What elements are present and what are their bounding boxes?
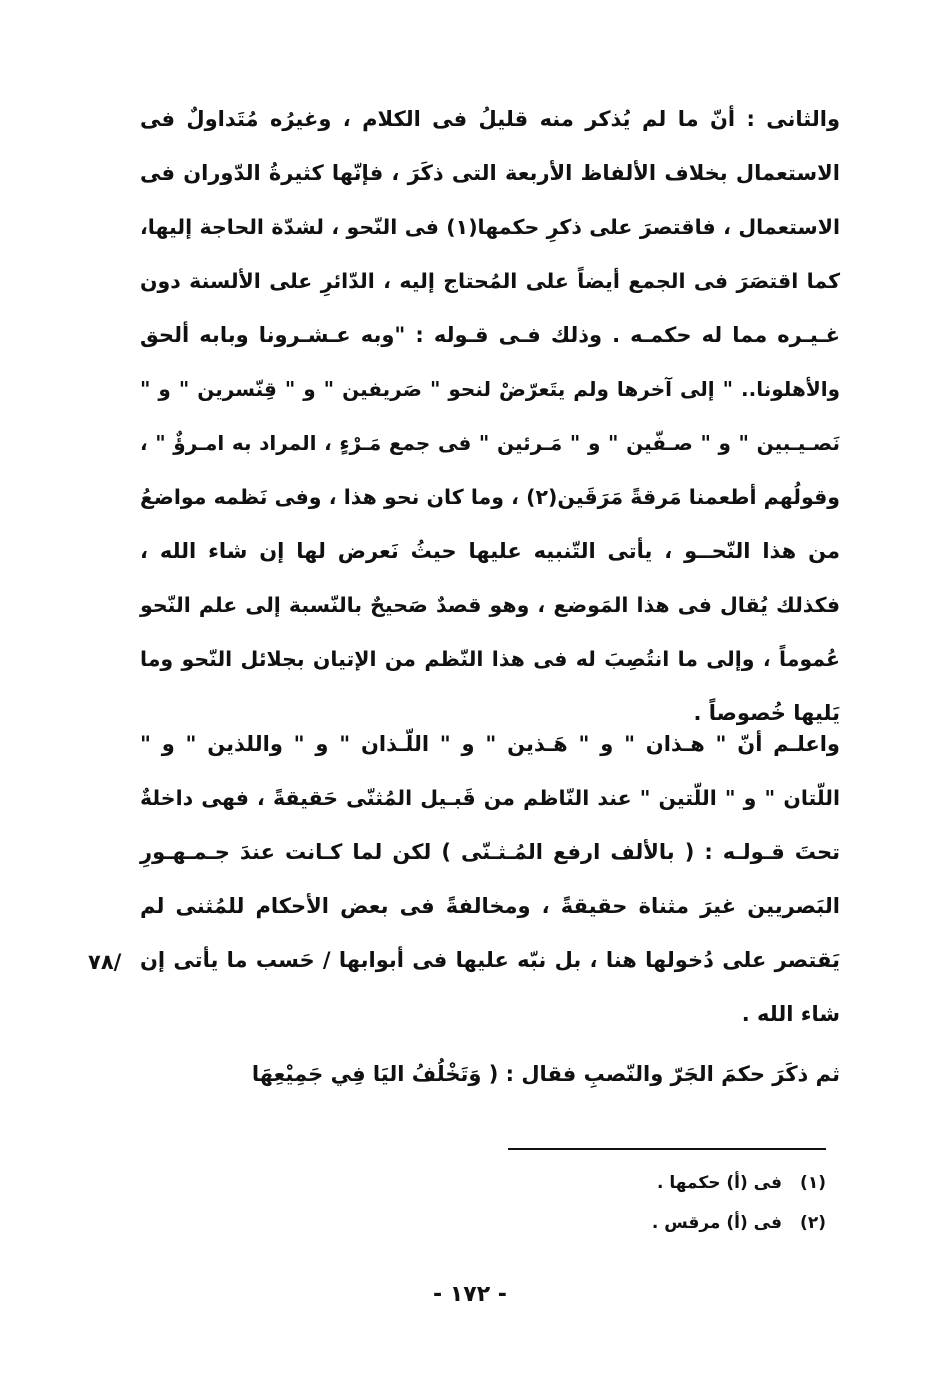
footnote <box>500 1163 826 1203</box>
text-line: واعلـم أنّ " هـذان " و " هَـذين " و " اللّـذان " و " واللذين " و " <box>140 732 840 756</box>
footnotes <box>500 1163 826 1243</box>
text-line: فكذلك يُقال فى هذا المَوضع ، وهو قصدٌ صَحيحٌ بالنّسبة إلى علم النّحو <box>140 593 840 617</box>
text-line: وقولُهم أطعمنا مَرقةً مَرَقَين(٢) ، وما كان نحو هذا ، وفى نَظمه مواضعُ <box>140 485 840 509</box>
footnote-text: فى (أ) حكمها . <box>656 1173 782 1193</box>
paragraph-2 <box>140 717 840 1041</box>
footnote-divider <box>508 1148 826 1150</box>
text-line: يَقتصر على دُخولها هنا ، بل نبّه عليها فى أبوابها / حَسب ما يأتى إن <box>140 948 840 972</box>
text-line: تحتَ قـولـه : ( بالألف ارفع المُـثـنّى ) لكن لما كـانت عندَ جـمـهـورِ <box>140 840 840 864</box>
text-line: الاستعمال ، فاقتصرَ على ذكرِ حكمها(١) فى النّحو ، لشدّة الحاجة إليها، <box>140 215 840 239</box>
paragraph-3 <box>140 1047 840 1101</box>
text-line: كما اقتصَرَ فى الجمع أيضاً على المُحتاج إليه ، الدّائرِ على الألسنة دون <box>140 269 840 293</box>
footnote <box>500 1203 826 1243</box>
page-number: - ١٧٢ - <box>433 1282 507 1307</box>
text-line: من هذا النّحــو ، يأتى التّنبيه عليها حيثُ نَعرض لها إن شاء الله ، <box>140 539 840 563</box>
text-line: عُموماً ، وإلى ما انتُصِبَ له فى هذا النّظم من الإتيان بجلائل النّحو وما <box>140 647 840 671</box>
footnote-text: فى (أ) مرقس . <box>651 1213 782 1233</box>
text-line: غـيـره مما له حكمـه . وذلك فـى قـوله : "وبه عـشـرونا وبابه ألحق <box>140 323 840 347</box>
text-line: والثانى : أنّ ما لم يُذكر منه قليلُ فى الكلام ، وغيرُه مُتَداولٌ فى <box>140 107 840 131</box>
text-line: ثم ذكَرَ حكمَ الجَرّ والنّصبِ فقال : ( وَتَخْلُفُ اليَا فِي جَمِيْعِهَا <box>251 1062 840 1086</box>
text-line: يَليها خُصوصاً . <box>693 701 840 725</box>
text-line: نَصـيـبين " و " صـفّين " و " مَـرئين " فى جمع مَـرْءٍ ، المراد به امـرؤٌ " ، <box>140 431 840 455</box>
footnote-number: (٢) <box>800 1213 826 1233</box>
text-line: البَصريين غيرَ مثناة حقيقةً ، ومخالفةً فى بعض الأحكام للمُثنى لم <box>140 894 840 918</box>
text-line: الاستعمال بخلاف الألفاظ الأربعة التى ذكَرَ ، فإنّها كثيرةُ الدّوران فى <box>140 161 840 185</box>
text-line: شاء الله . <box>741 1002 840 1026</box>
footnote-number: (١) <box>800 1173 826 1193</box>
paragraph-1 <box>140 92 840 740</box>
manuscript-folio-note: ٧٨/ <box>88 950 122 974</box>
text-line: والأهلونا.. " إلى آخرها ولم يتَعرّضْ لنحو " صَريفين " و " قِنّسرين " و " <box>140 377 840 401</box>
text-line: اللّتان " و " اللّتين " عند النّاظم من قَبـيل المُثنّى حَقيقةً ، فهى داخلةٌ <box>140 786 840 810</box>
